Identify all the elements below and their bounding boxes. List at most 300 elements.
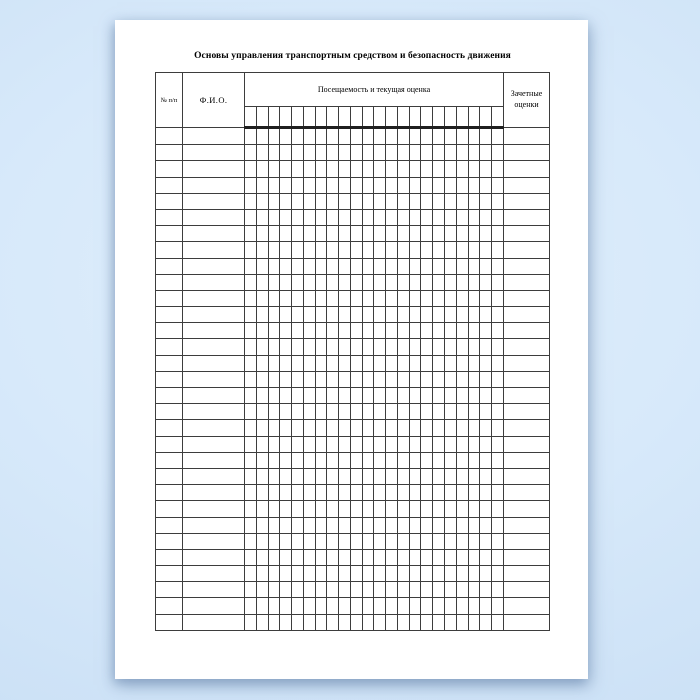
cell-attendance bbox=[397, 290, 409, 306]
cell-attendance bbox=[409, 388, 421, 404]
cell-attendance bbox=[362, 209, 374, 225]
cell-attendance bbox=[397, 388, 409, 404]
cell-attendance bbox=[492, 161, 504, 177]
cell-attendance bbox=[421, 614, 433, 630]
cell-attendance bbox=[492, 436, 504, 452]
cell-attendance bbox=[292, 420, 304, 436]
cell-attendance bbox=[456, 258, 468, 274]
cell-attendance bbox=[480, 209, 492, 225]
cell-attendance bbox=[468, 274, 480, 290]
cell-grades bbox=[504, 388, 550, 404]
cell-attendance bbox=[480, 323, 492, 339]
cell-attendance bbox=[445, 209, 457, 225]
cell-attendance bbox=[245, 193, 257, 209]
cell-attendance bbox=[315, 517, 327, 533]
cell-attendance bbox=[350, 404, 362, 420]
cell-attendance bbox=[421, 371, 433, 387]
cell-name bbox=[183, 307, 245, 323]
cell-attendance bbox=[280, 517, 292, 533]
cell-attendance bbox=[468, 339, 480, 355]
cell-attendance bbox=[303, 258, 315, 274]
cell-attendance bbox=[245, 371, 257, 387]
cell-attendance bbox=[362, 598, 374, 614]
cell-attendance bbox=[480, 388, 492, 404]
cell-attendance bbox=[433, 549, 445, 565]
cell-attendance bbox=[303, 242, 315, 258]
cell-number bbox=[156, 193, 183, 209]
cell-name bbox=[183, 258, 245, 274]
cell-attendance bbox=[339, 161, 351, 177]
cell-attendance bbox=[339, 388, 351, 404]
cell-attendance bbox=[350, 323, 362, 339]
table-row bbox=[156, 339, 550, 355]
cell-attendance bbox=[315, 598, 327, 614]
cell-grades bbox=[504, 452, 550, 468]
cell-attendance bbox=[468, 355, 480, 371]
cell-attendance bbox=[456, 598, 468, 614]
cell-attendance bbox=[350, 468, 362, 484]
cell-attendance bbox=[303, 566, 315, 582]
cell-attendance bbox=[433, 420, 445, 436]
cell-attendance bbox=[433, 290, 445, 306]
cell-attendance bbox=[409, 274, 421, 290]
cell-attendance bbox=[256, 582, 268, 598]
cell-attendance bbox=[445, 290, 457, 306]
cell-attendance bbox=[433, 145, 445, 161]
cell-attendance bbox=[315, 242, 327, 258]
cell-attendance bbox=[327, 307, 339, 323]
cell-attendance bbox=[480, 420, 492, 436]
cell-attendance bbox=[480, 290, 492, 306]
cell-attendance bbox=[445, 388, 457, 404]
cell-attendance bbox=[339, 274, 351, 290]
cell-attendance bbox=[374, 355, 386, 371]
cell-attendance bbox=[362, 145, 374, 161]
cell-attendance bbox=[445, 566, 457, 582]
cell-attendance bbox=[339, 468, 351, 484]
cell-attendance bbox=[303, 161, 315, 177]
cell-attendance bbox=[256, 226, 268, 242]
cell-attendance bbox=[350, 485, 362, 501]
table-row bbox=[156, 598, 550, 614]
cell-attendance bbox=[280, 193, 292, 209]
cell-grades bbox=[504, 468, 550, 484]
cell-attendance bbox=[362, 323, 374, 339]
cell-attendance bbox=[445, 339, 457, 355]
cell-attendance bbox=[397, 549, 409, 565]
table-row bbox=[156, 161, 550, 177]
cell-attendance bbox=[480, 161, 492, 177]
cell-number bbox=[156, 226, 183, 242]
cell-attendance bbox=[445, 242, 457, 258]
cell-attendance bbox=[445, 404, 457, 420]
cell-attendance bbox=[350, 355, 362, 371]
cell-attendance bbox=[456, 193, 468, 209]
cell-attendance bbox=[362, 501, 374, 517]
cell-attendance bbox=[433, 323, 445, 339]
cell-attendance bbox=[327, 388, 339, 404]
cell-attendance bbox=[397, 582, 409, 598]
cell-attendance bbox=[315, 404, 327, 420]
cell-attendance bbox=[350, 209, 362, 225]
cell-attendance bbox=[280, 436, 292, 452]
cell-attendance bbox=[492, 582, 504, 598]
table-row bbox=[156, 323, 550, 339]
attendance-subheader-cell bbox=[480, 107, 492, 128]
cell-attendance bbox=[292, 307, 304, 323]
cell-attendance bbox=[339, 436, 351, 452]
cell-attendance bbox=[292, 274, 304, 290]
attendance-subheader-cell bbox=[409, 107, 421, 128]
cell-attendance bbox=[362, 436, 374, 452]
cell-attendance bbox=[397, 404, 409, 420]
cell-attendance bbox=[303, 339, 315, 355]
cell-attendance bbox=[315, 420, 327, 436]
cell-attendance bbox=[397, 355, 409, 371]
cell-attendance bbox=[327, 371, 339, 387]
cell-attendance bbox=[433, 274, 445, 290]
cell-attendance bbox=[256, 145, 268, 161]
cell-number bbox=[156, 339, 183, 355]
cell-attendance bbox=[421, 598, 433, 614]
table-row bbox=[156, 566, 550, 582]
cell-attendance bbox=[397, 420, 409, 436]
cell-attendance bbox=[315, 436, 327, 452]
cell-attendance bbox=[292, 598, 304, 614]
cell-attendance bbox=[374, 404, 386, 420]
cell-attendance bbox=[456, 533, 468, 549]
cell-attendance bbox=[386, 485, 398, 501]
cell-attendance bbox=[362, 177, 374, 193]
cell-attendance bbox=[245, 517, 257, 533]
cell-attendance bbox=[362, 614, 374, 630]
cell-attendance bbox=[280, 128, 292, 145]
cell-attendance bbox=[350, 371, 362, 387]
cell-attendance bbox=[468, 145, 480, 161]
cell-attendance bbox=[303, 307, 315, 323]
cell-attendance bbox=[362, 566, 374, 582]
cell-grades bbox=[504, 258, 550, 274]
cell-grades bbox=[504, 517, 550, 533]
cell-attendance bbox=[456, 323, 468, 339]
cell-attendance bbox=[468, 323, 480, 339]
table-row bbox=[156, 371, 550, 387]
cell-attendance bbox=[256, 517, 268, 533]
cell-number bbox=[156, 533, 183, 549]
cell-grades bbox=[504, 177, 550, 193]
cell-attendance bbox=[339, 290, 351, 306]
cell-attendance bbox=[303, 452, 315, 468]
cell-attendance bbox=[292, 436, 304, 452]
cell-attendance bbox=[492, 339, 504, 355]
cell-attendance bbox=[445, 517, 457, 533]
cell-attendance bbox=[245, 388, 257, 404]
cell-attendance bbox=[480, 582, 492, 598]
cell-attendance bbox=[245, 258, 257, 274]
cell-attendance bbox=[362, 404, 374, 420]
cell-attendance bbox=[433, 177, 445, 193]
cell-attendance bbox=[374, 566, 386, 582]
cell-attendance bbox=[445, 145, 457, 161]
cell-grades bbox=[504, 145, 550, 161]
cell-attendance bbox=[315, 549, 327, 565]
cell-attendance bbox=[421, 468, 433, 484]
cell-attendance bbox=[409, 161, 421, 177]
attendance-subheader-cell bbox=[362, 107, 374, 128]
cell-number bbox=[156, 209, 183, 225]
cell-name bbox=[183, 566, 245, 582]
cell-attendance bbox=[433, 161, 445, 177]
cell-attendance bbox=[409, 420, 421, 436]
cell-attendance bbox=[245, 323, 257, 339]
cell-attendance bbox=[492, 566, 504, 582]
cell-attendance bbox=[362, 355, 374, 371]
cell-attendance bbox=[245, 145, 257, 161]
table-row bbox=[156, 614, 550, 630]
cell-attendance bbox=[245, 452, 257, 468]
cell-attendance bbox=[374, 371, 386, 387]
cell-attendance bbox=[409, 323, 421, 339]
cell-attendance bbox=[256, 566, 268, 582]
cell-attendance bbox=[421, 517, 433, 533]
cell-attendance bbox=[292, 128, 304, 145]
table-row bbox=[156, 549, 550, 565]
cell-attendance bbox=[362, 274, 374, 290]
cell-attendance bbox=[386, 145, 398, 161]
cell-attendance bbox=[350, 566, 362, 582]
cell-attendance bbox=[480, 177, 492, 193]
cell-attendance bbox=[268, 452, 280, 468]
cell-attendance bbox=[280, 258, 292, 274]
cell-attendance bbox=[468, 517, 480, 533]
header-attendance-column: Посещаемость и текущая оценка bbox=[245, 73, 504, 107]
cell-attendance bbox=[280, 355, 292, 371]
cell-attendance bbox=[268, 323, 280, 339]
cell-number bbox=[156, 436, 183, 452]
cell-name bbox=[183, 274, 245, 290]
cell-attendance bbox=[445, 226, 457, 242]
cell-attendance bbox=[480, 307, 492, 323]
cell-attendance bbox=[292, 517, 304, 533]
cell-attendance bbox=[480, 549, 492, 565]
cell-name bbox=[183, 323, 245, 339]
cell-attendance bbox=[268, 404, 280, 420]
cell-attendance bbox=[350, 258, 362, 274]
cell-attendance bbox=[468, 501, 480, 517]
cell-attendance bbox=[433, 436, 445, 452]
cell-attendance bbox=[339, 193, 351, 209]
cell-attendance bbox=[327, 404, 339, 420]
cell-attendance bbox=[386, 307, 398, 323]
cell-attendance bbox=[374, 128, 386, 145]
cell-attendance bbox=[268, 161, 280, 177]
table-row bbox=[156, 420, 550, 436]
cell-attendance bbox=[456, 161, 468, 177]
cell-attendance bbox=[492, 468, 504, 484]
cell-attendance bbox=[445, 193, 457, 209]
cell-attendance bbox=[339, 177, 351, 193]
cell-name bbox=[183, 485, 245, 501]
cell-attendance bbox=[409, 355, 421, 371]
cell-attendance bbox=[409, 614, 421, 630]
cell-attendance bbox=[468, 242, 480, 258]
cell-attendance bbox=[256, 468, 268, 484]
cell-number bbox=[156, 598, 183, 614]
cell-attendance bbox=[256, 161, 268, 177]
cell-grades bbox=[504, 307, 550, 323]
cell-attendance bbox=[386, 404, 398, 420]
cell-attendance bbox=[256, 598, 268, 614]
cell-attendance bbox=[339, 549, 351, 565]
cell-attendance bbox=[256, 614, 268, 630]
cell-attendance bbox=[339, 404, 351, 420]
cell-attendance bbox=[374, 420, 386, 436]
cell-attendance bbox=[256, 242, 268, 258]
cell-attendance bbox=[480, 468, 492, 484]
cell-attendance bbox=[445, 549, 457, 565]
cell-grades bbox=[504, 355, 550, 371]
cell-attendance bbox=[409, 533, 421, 549]
cell-attendance bbox=[386, 323, 398, 339]
cell-attendance bbox=[374, 339, 386, 355]
cell-attendance bbox=[315, 209, 327, 225]
cell-attendance bbox=[339, 452, 351, 468]
cell-attendance bbox=[245, 420, 257, 436]
table-row bbox=[156, 209, 550, 225]
cell-attendance bbox=[409, 452, 421, 468]
cell-grades bbox=[504, 371, 550, 387]
table-row bbox=[156, 307, 550, 323]
cell-attendance bbox=[433, 128, 445, 145]
cell-attendance bbox=[374, 501, 386, 517]
attendance-subheader-cell bbox=[339, 107, 351, 128]
cell-attendance bbox=[409, 436, 421, 452]
cell-attendance bbox=[362, 468, 374, 484]
attendance-subheader-cell bbox=[315, 107, 327, 128]
cell-attendance bbox=[303, 436, 315, 452]
cell-attendance bbox=[362, 452, 374, 468]
cell-attendance bbox=[292, 290, 304, 306]
cell-attendance bbox=[339, 339, 351, 355]
cell-attendance bbox=[492, 177, 504, 193]
cell-attendance bbox=[327, 517, 339, 533]
cell-attendance bbox=[280, 614, 292, 630]
cell-attendance bbox=[350, 517, 362, 533]
cell-attendance bbox=[256, 290, 268, 306]
cell-attendance bbox=[280, 161, 292, 177]
cell-attendance bbox=[409, 371, 421, 387]
cell-attendance bbox=[327, 598, 339, 614]
cell-attendance bbox=[315, 177, 327, 193]
cell-attendance bbox=[397, 209, 409, 225]
header-name-column: Ф.И.О. bbox=[183, 73, 245, 128]
cell-attendance bbox=[256, 436, 268, 452]
cell-attendance bbox=[245, 290, 257, 306]
cell-attendance bbox=[315, 128, 327, 145]
cell-attendance bbox=[480, 501, 492, 517]
cell-grades bbox=[504, 533, 550, 549]
cell-attendance bbox=[315, 485, 327, 501]
cell-attendance bbox=[292, 388, 304, 404]
cell-attendance bbox=[303, 128, 315, 145]
cell-attendance bbox=[268, 582, 280, 598]
cell-attendance bbox=[315, 274, 327, 290]
cell-attendance bbox=[480, 485, 492, 501]
cell-attendance bbox=[362, 307, 374, 323]
cell-attendance bbox=[245, 128, 257, 145]
cell-attendance bbox=[292, 485, 304, 501]
cell-attendance bbox=[480, 339, 492, 355]
cell-attendance bbox=[315, 193, 327, 209]
cell-attendance bbox=[268, 468, 280, 484]
cell-attendance bbox=[433, 533, 445, 549]
cell-attendance bbox=[280, 177, 292, 193]
cell-attendance bbox=[421, 355, 433, 371]
cell-number bbox=[156, 323, 183, 339]
cell-attendance bbox=[256, 533, 268, 549]
cell-attendance bbox=[468, 598, 480, 614]
cell-name bbox=[183, 128, 245, 145]
cell-attendance bbox=[421, 339, 433, 355]
cell-attendance bbox=[256, 420, 268, 436]
table-row bbox=[156, 452, 550, 468]
cell-attendance bbox=[374, 177, 386, 193]
cell-attendance bbox=[362, 290, 374, 306]
cell-attendance bbox=[397, 501, 409, 517]
cell-attendance bbox=[268, 145, 280, 161]
cell-attendance bbox=[374, 452, 386, 468]
cell-attendance bbox=[268, 598, 280, 614]
cell-name bbox=[183, 177, 245, 193]
cell-attendance bbox=[386, 517, 398, 533]
cell-attendance bbox=[280, 209, 292, 225]
cell-attendance bbox=[315, 614, 327, 630]
cell-attendance bbox=[362, 582, 374, 598]
cell-attendance bbox=[303, 533, 315, 549]
cell-attendance bbox=[280, 485, 292, 501]
cell-attendance bbox=[268, 242, 280, 258]
cell-attendance bbox=[315, 323, 327, 339]
cell-attendance bbox=[397, 161, 409, 177]
cell-grades bbox=[504, 161, 550, 177]
cell-attendance bbox=[327, 128, 339, 145]
cell-attendance bbox=[327, 533, 339, 549]
cell-attendance bbox=[374, 388, 386, 404]
table-row bbox=[156, 485, 550, 501]
cell-attendance bbox=[397, 371, 409, 387]
cell-attendance bbox=[456, 242, 468, 258]
cell-attendance bbox=[268, 177, 280, 193]
cell-name bbox=[183, 533, 245, 549]
cell-attendance bbox=[362, 533, 374, 549]
cell-attendance bbox=[456, 420, 468, 436]
cell-attendance bbox=[386, 420, 398, 436]
cell-attendance bbox=[303, 226, 315, 242]
cell-attendance bbox=[492, 598, 504, 614]
cell-attendance bbox=[362, 242, 374, 258]
cell-attendance bbox=[445, 598, 457, 614]
cell-attendance bbox=[268, 258, 280, 274]
cell-attendance bbox=[350, 614, 362, 630]
cell-attendance bbox=[327, 323, 339, 339]
cell-attendance bbox=[468, 371, 480, 387]
cell-attendance bbox=[327, 161, 339, 177]
cell-attendance bbox=[327, 258, 339, 274]
cell-attendance bbox=[280, 420, 292, 436]
cell-attendance bbox=[386, 274, 398, 290]
cell-attendance bbox=[327, 290, 339, 306]
cell-number bbox=[156, 242, 183, 258]
